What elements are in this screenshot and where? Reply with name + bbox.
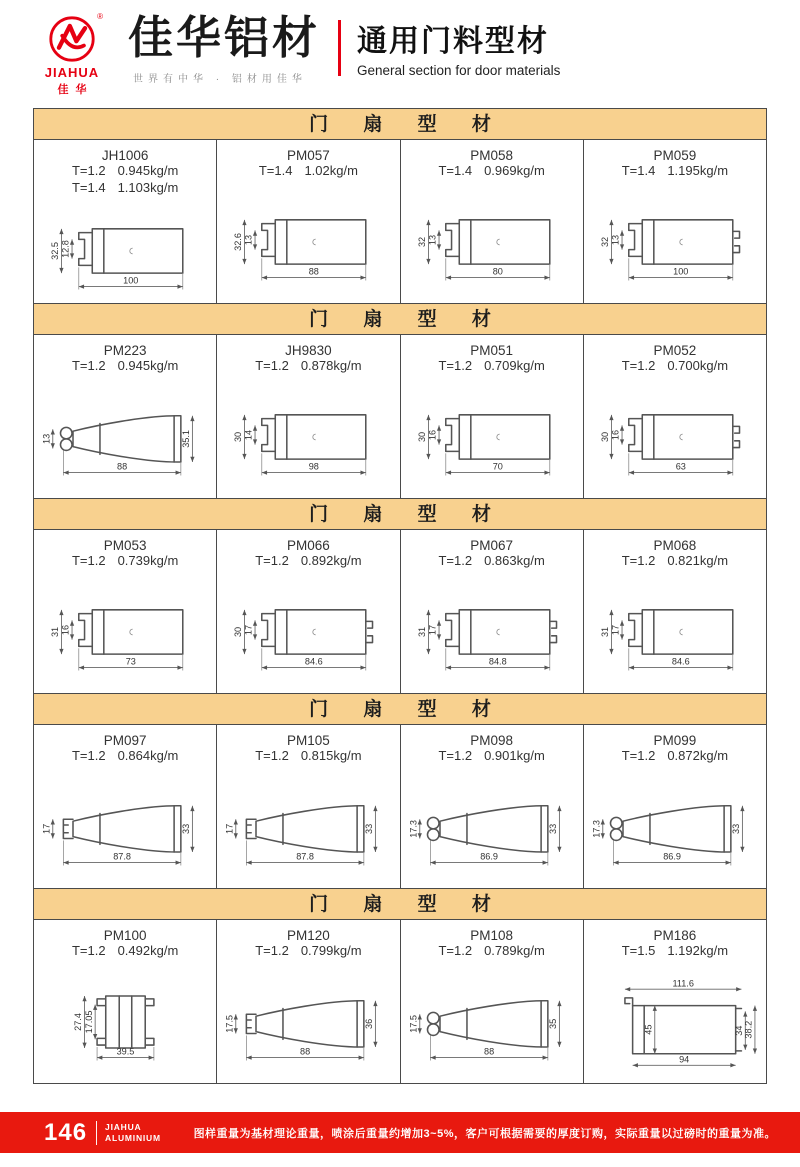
svg-text:30: 30 (233, 432, 244, 443)
svg-text:32.6: 32.6 (233, 233, 244, 252)
svg-text:32: 32 (599, 237, 610, 248)
profile-spec: T=1.2 0.892kg/m (255, 553, 362, 568)
profile-spec: T=1.4 0.969kg/m (438, 163, 545, 178)
profile-spec: T=1.5 1.192kg/m (621, 943, 729, 958)
section-title: 门 扇 型 材 (34, 303, 766, 335)
svg-text:17.5: 17.5 (408, 1015, 419, 1034)
svg-text:17: 17 (610, 625, 621, 636)
svg-text:94: 94 (678, 1054, 690, 1065)
profile-spec: T=1.2 0.901kg/m (438, 748, 545, 763)
svg-text:33: 33 (181, 824, 192, 835)
profile-cell-PM100 (34, 920, 217, 1083)
profile-code: PM058 (470, 148, 514, 163)
section-title: 门 扇 型 材 (34, 888, 766, 920)
svg-text:33: 33 (730, 824, 741, 835)
profile-spec: T=1.2 0.872kg/m (621, 748, 729, 763)
profile-spec: T=1.4 1.195kg/m (621, 163, 729, 178)
profile-drawing (34, 960, 216, 1083)
svg-text:86.9: 86.9 (663, 852, 681, 863)
profile-drawing (217, 765, 399, 888)
profile-drawing (217, 570, 399, 693)
profile-drawing (217, 960, 399, 1083)
profile-cell-PM223 (34, 335, 217, 498)
svg-text:111.6: 111.6 (672, 978, 694, 989)
profile-cell-PM097 (34, 725, 217, 888)
svg-text:13: 13 (427, 235, 438, 246)
page-number: 146 (44, 1118, 88, 1146)
header-divider (338, 20, 341, 76)
profile-cell-PM059 (584, 140, 766, 303)
profile-cell-PM098 (401, 725, 584, 888)
svg-text:17: 17 (224, 824, 235, 835)
svg-text:33: 33 (547, 824, 558, 835)
svg-text:84.8: 84.8 (488, 657, 507, 668)
section-body (34, 335, 766, 498)
profile-code: PM099 (653, 733, 697, 748)
section-body (34, 530, 766, 693)
profile-drawing (34, 570, 216, 693)
profile-cell-PM067 (401, 530, 584, 693)
profile-drawing (584, 180, 766, 303)
svg-text:31: 31 (50, 627, 61, 638)
svg-text:30: 30 (233, 627, 244, 638)
profile-cell-JH1006 (34, 140, 217, 303)
profile-drawing (401, 375, 583, 498)
profile-spec: T=1.2 0.789kg/m (438, 943, 545, 958)
section-title: 门 扇 型 材 (34, 109, 766, 140)
section-title: 门 扇 型 材 (34, 693, 766, 725)
brand-title: 佳华铝材 (128, 11, 321, 64)
profile-code: PM051 (470, 343, 514, 358)
svg-text:12.8: 12.8 (60, 240, 71, 258)
profile-code: PM066 (286, 538, 330, 553)
logo-text-en: JIAHUA (44, 65, 100, 80)
profile-code: PM108 (470, 928, 514, 943)
svg-text:31: 31 (416, 627, 427, 638)
profile-code: PM098 (470, 733, 514, 748)
profile-drawing (401, 570, 583, 693)
profile-spec: T=1.4 1.103kg/m (71, 179, 179, 195)
svg-text:16: 16 (427, 430, 438, 441)
svg-text:27.4: 27.4 (73, 1013, 84, 1032)
svg-text:84.6: 84.6 (305, 657, 324, 668)
svg-text:88: 88 (309, 267, 320, 278)
profile-spec: T=1.2 0.709kg/m (438, 358, 545, 373)
svg-text:88: 88 (300, 1047, 311, 1058)
header (0, 0, 800, 96)
profile-spec: T=1.2 0.492kg/m (71, 943, 179, 958)
svg-text:17.05: 17.05 (83, 1010, 94, 1034)
profile-code: PM097 (103, 733, 147, 748)
profile-spec: T=1.2 0.815kg/m (255, 748, 362, 763)
svg-text:17.5: 17.5 (224, 1015, 235, 1034)
profile-code: PM052 (653, 343, 697, 358)
profile-code: PM053 (103, 538, 147, 553)
profile-spec: T=1.4 1.02kg/m (258, 163, 358, 178)
brand-slogan: 世界有中华 · 铝材用佳华 (133, 74, 307, 86)
svg-text:13: 13 (610, 235, 621, 246)
svg-text:17.3: 17.3 (408, 820, 419, 839)
profile-spec: T=1.2 0.700kg/m (621, 358, 729, 373)
profile-drawing (584, 375, 766, 498)
profile-code: JH1006 (101, 148, 149, 163)
profile-code: PM186 (653, 928, 697, 943)
svg-text:17: 17 (427, 625, 438, 636)
profile-cell-PM108 (401, 920, 584, 1083)
profile-code: PM059 (653, 148, 697, 163)
profile-code: PM057 (286, 148, 330, 163)
profile-spec: T=1.2 0.739kg/m (71, 553, 179, 568)
profile-code: PM120 (286, 928, 330, 943)
svg-text:88: 88 (483, 1047, 494, 1058)
profile-spec: T=1.2 0.821kg/m (621, 553, 729, 568)
svg-text:35: 35 (547, 1019, 558, 1030)
profile-drawing (401, 960, 583, 1083)
svg-text:13: 13 (244, 235, 255, 246)
svg-text:38.2: 38.2 (743, 1021, 754, 1039)
logo (26, 14, 118, 97)
profile-drawing (34, 375, 216, 498)
section-body (34, 140, 766, 303)
profile-cell-PM052 (584, 335, 766, 498)
svg-text:63: 63 (675, 462, 686, 473)
profile-drawing (34, 197, 216, 303)
svg-text:13: 13 (41, 434, 52, 445)
profile-code: PM067 (470, 538, 514, 553)
svg-text:31: 31 (599, 627, 610, 638)
profile-table (33, 108, 767, 1084)
svg-text:87.8: 87.8 (296, 852, 315, 863)
profile-code: JH9830 (285, 343, 332, 358)
svg-text:32: 32 (416, 237, 427, 248)
svg-text:39.5: 39.5 (116, 1047, 135, 1058)
profile-cell-PM051 (401, 335, 584, 498)
profile-code: PM105 (286, 733, 330, 748)
profile-cell-PM057 (217, 140, 400, 303)
jiahua-logo-icon (47, 12, 103, 64)
svg-text:16: 16 (60, 625, 71, 636)
profile-spec: T=1.2 0.863kg/m (438, 553, 545, 568)
profile-drawing (584, 570, 766, 693)
profile-drawing (34, 765, 216, 888)
svg-text:16: 16 (610, 430, 621, 441)
profile-cell-PM105 (217, 725, 400, 888)
profile-drawing (217, 375, 399, 498)
svg-text:33: 33 (364, 824, 375, 835)
svg-text:98: 98 (309, 462, 320, 473)
svg-text:17: 17 (41, 824, 52, 835)
svg-text:34: 34 (733, 1025, 744, 1037)
profile-drawing (401, 180, 583, 303)
svg-text:17: 17 (244, 625, 255, 636)
profile-drawing (217, 180, 399, 303)
footer-note: 图样重量为基材理论重量，喷涂后重量约增加3~5%，客户可根据需要的厚度订购，实际重量以过磅时的重量为准。 (193, 1127, 776, 1140)
svg-text:35.1: 35.1 (181, 430, 192, 449)
svg-text:80: 80 (492, 267, 503, 278)
svg-text:30: 30 (599, 432, 610, 443)
svg-text:87.8: 87.8 (113, 852, 132, 863)
profile-code: PM068 (653, 538, 697, 553)
page-title-cn: 通用门料型材 (357, 24, 550, 59)
profile-spec: T=1.2 0.799kg/m (255, 943, 362, 958)
page-title-block (357, 16, 560, 78)
svg-text:100: 100 (673, 267, 689, 278)
section-body (34, 920, 766, 1083)
profile-cell-PM099 (584, 725, 766, 888)
profile-cell-PM058 (401, 140, 584, 303)
profile-drawing (401, 765, 583, 888)
profile-cell-JH9830 (217, 335, 400, 498)
profile-spec: T=1.2 0.945kg/m (71, 358, 179, 373)
profile-spec: T=1.2 0.878kg/m (255, 358, 362, 373)
profile-drawing (584, 960, 766, 1083)
svg-text:70: 70 (492, 462, 503, 473)
svg-text:17.3: 17.3 (591, 820, 602, 839)
profile-drawing (584, 765, 766, 888)
svg-text:45: 45 (643, 1025, 654, 1036)
svg-text:14: 14 (244, 430, 255, 441)
footer (0, 1112, 800, 1153)
profile-spec: T=1.2 0.945kg/m (71, 163, 179, 178)
profile-cell-PM066 (217, 530, 400, 693)
profile-code: PM100 (103, 928, 147, 943)
profile-cell-PM120 (217, 920, 400, 1083)
section-title: 门 扇 型 材 (34, 498, 766, 530)
registered-mark: ® (97, 12, 103, 21)
section-body (34, 725, 766, 888)
logo-text-cn: 佳华 (57, 84, 94, 96)
profile-cell-PM186 (584, 920, 766, 1083)
footer-divider (96, 1121, 97, 1145)
svg-text:100: 100 (123, 275, 139, 286)
footer-brand-line1: JIAHUA (105, 1121, 142, 1132)
footer-brand-line2: ALUMINIUM (105, 1132, 161, 1143)
footer-brand (105, 1122, 161, 1143)
profile-cell-PM053 (34, 530, 217, 693)
page-title-en: General section for door materials (357, 63, 561, 78)
profile-cell-PM068 (584, 530, 766, 693)
svg-text:86.9: 86.9 (479, 852, 498, 863)
svg-text:30: 30 (416, 432, 427, 443)
svg-text:88: 88 (117, 462, 128, 473)
svg-text:32.5: 32.5 (50, 241, 61, 260)
svg-text:84.6: 84.6 (671, 657, 690, 668)
brand-block (128, 11, 321, 86)
svg-text:36: 36 (364, 1019, 375, 1030)
profile-spec: T=1.2 0.864kg/m (71, 748, 179, 763)
profile-code: PM223 (103, 343, 147, 358)
svg-text:73: 73 (125, 657, 136, 668)
